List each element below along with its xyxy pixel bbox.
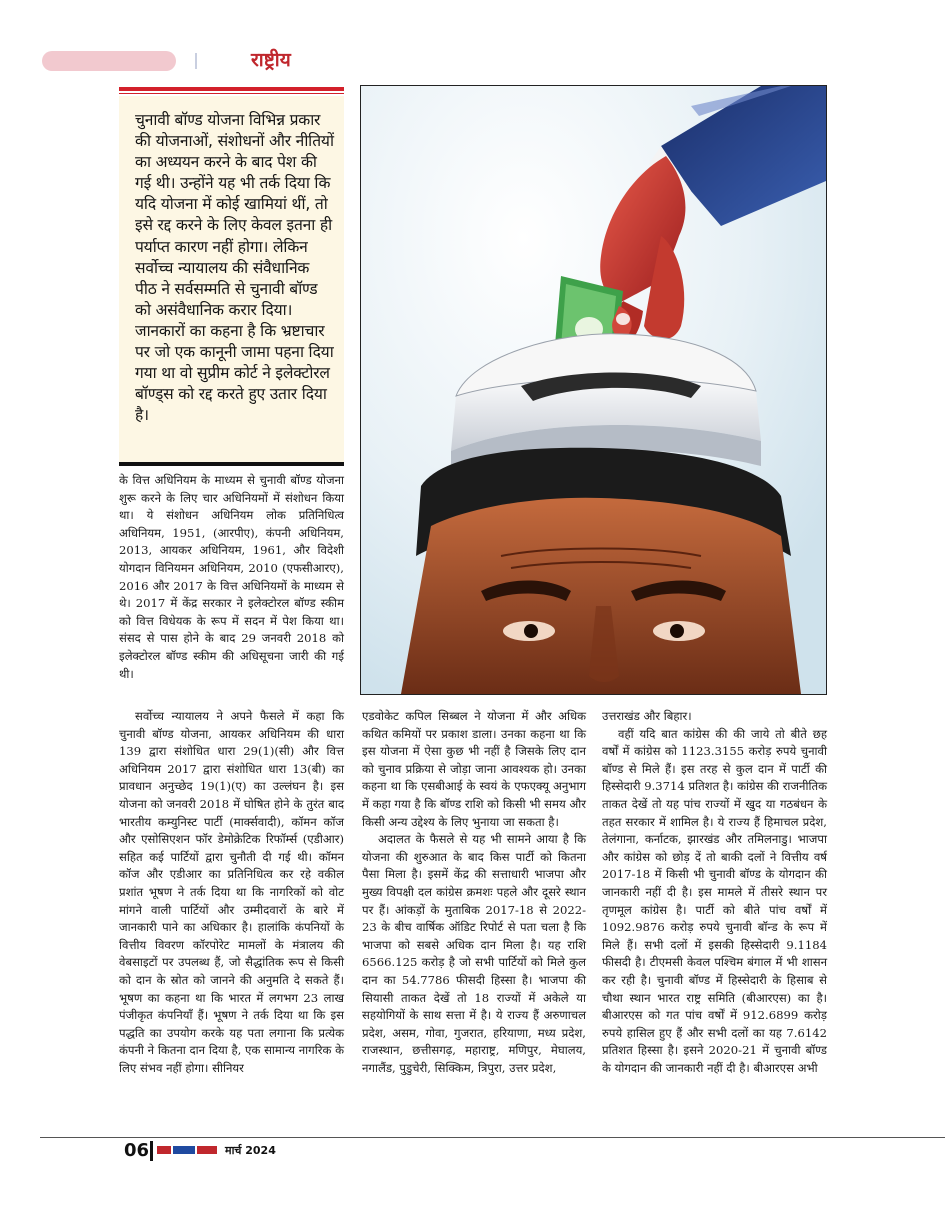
editorial-illustration [360, 85, 827, 695]
header-divider [195, 53, 197, 69]
article-paragraph: सर्वोच्च न्यायालय ने अपने फैसले में कहा कि चुनावी बॉण्ड योजना, आयकर अधिनियम की धारा 139 द्वारा संशोधित धारा 29(1)(सी) और वित्त अधिनियम 2017 द्वारा संशोधित धारा 13(बी) का प्रावधान अनुच्छेद 19(1)(ए) का उल्लंघन है। इस योजना को जनवरी 2018 में घोषित होने के तुरंत बाद भारतीय कम्युनिस्ट पार्टी (मार्क्सवादी), कॉमन कॉज और एसोसिएशन फॉर डेमोक्रेटिक रिफॉर्म्स (एडीआर) सहित कई पार्टियों द्वारा चुनौती दी गई थी। कॉमन कॉज और एडीआर का प्रतिनिधित्व कर रहे वकील प्रशांत भूषण ने तर्क दिया था कि नागरिकों को वोट मांगने वाली पार्टियों और उम्मीदवारों के बारे में जानकारी पाने का अधिकार है। हालांकि कंपनियों के वित्तीय विवरण कॉरपोरेट मामलों के मंत्रालय की वेबसाइटों पर उपलब्ध हैं, जो सैद्धांतिक रूप से किसी को दान के स्रोत को जानने की अनुमति दे सकते हैं। भूषण का कहना था कि भारत में लगभग 23 लाख पंजीकृत कंपनियाँ हैं। भूषण ने तर्क दिया था कि इस पद्धति का उपयोग करके यह पता लगाना कि प्रत्येक कंपनी ने कितना दान दिया है, एक सामान्य नागरिक के लिए संभव नहीं होगा। सीनियर [119, 709, 344, 1075]
issue-date: मार्च 2024 [225, 1144, 276, 1157]
cap-ballot-illustration [361, 86, 826, 694]
header-pill-decoration [42, 51, 176, 71]
pullquote-bottom-rule [119, 462, 344, 466]
article-column-1-bottom [119, 708, 344, 1077]
masthead-logo [157, 1144, 217, 1156]
article-paragraph: वहीं यदि बात कांग्रेस की की जाये तो बीते छह वर्षों में कांग्रेस को 1123.3155 करोड़ रुपये चुनावी बॉण्ड से मिले हैं। इस तरह से कुल दान में पार्टी की हिस्सेदारी 9.3714 प्रतिशत है। कांग्रेस की राजनीतिक ताकत देखें तो यह पांच राज्यों में खुद या गठबंधन के तहत सरकार में शामिल है। ये राज्य हैं हिमाचल प्रदेश, तेलंगाना, कर्नाटक, झारखंड और तमिलनाडु। भाजपा और कांग्रेस को छोड़ दें तो बाकी दलों ने वित्तीय वर्ष 2017-18 में किसी भी चुनावी बॉण्ड के योगदान की जानकारी नहीं दी है। इस मामले में तीसरे स्थान पर तृणमूल कांग्रेस है। पार्टी को बीते पांच वर्षों में 1092.9876 करोड़ रुपये चुनावी बॉन्ड के रूप में मिले हैं। सभी दलों में इसकी हिस्सेदारी 9.1184 फीसदी है। टीएमसी केवल पश्चिम बंगाल में भी शासन कर रही है। चुनावी बॉण्ड में हिस्सेदारी के हिसाब से चौथा स्थान भारत राष्ट्र समिति (बीआरएस) का है। बीआरएस को गत पांच वर्षों में 912.6899 करोड़ रुपये हासिल हुए हैं और सभी दलों का यह 7.6142 प्रतिशत हिस्सा है। इसने 2020-21 में चुनावी बॉण्ड के योगदान की जानकारी नहीं दी है। बीआरएस अभी [602, 726, 827, 1075]
article-column-1-top [119, 472, 344, 683]
article-column-2 [362, 708, 586, 1077]
page-number: 06 [124, 1140, 150, 1161]
pullquote: चुनावी बॉण्ड योजना विभिन्न प्रकार की योजनाओं, संशोधनों और नीतियों का अध्ययन करने के बाद पेश की गई थी। उन्होंने यह भी तर्क दिया कि यदि योजना में कोई खामियां थीं, तो इसे रद्द करने के लिए केवल इतना ही पर्याप्त कारण नहीं होगा। लेकिन सर्वोच्च न्यायालय की संवैधानिक पीठ ने सर्वसम्मति से चुनावी बॉण्ड को असंवैधानिक करार दिया। जानकारों का कहना है कि भ्रष्टाचार पर जो एक कानूनी जामा पहना दिया गया था वो सुप्रीम कोर्ट ने इलेक्टोरल बॉण्ड्स को रद्द करते हुए उतार दिया है। [119, 96, 344, 462]
article-paragraph: अदालत के फैसले से यह भी सामने आया है कि योजना की शुरुआत के बाद किस पार्टी को कितना पैसा मिला है। इसमें केंद्र की सत्ताधारी भाजपा और मुख्य विपक्षी दल कांग्रेस क्रमशः पहले और दूसरे स्थान पर हैं। आंकड़ों के मुताबिक 2017-18 से 2022-23 के बीच वार्षिक ऑडिट रिपोर्ट से पता चला है कि भाजपा को सबसे अधिक दान मिला है। यह राशि 6566.125 करोड़ है जो सभी पार्टियों को मिले कुल दान का 54.7786 फीसदी हिस्सा है। भाजपा की सियासी ताकत देखें तो 18 राज्यों में अकेले या सहयोगियों के साथ सत्ता में है। ये राज्य हैं अरुणाचल प्रदेश, असम, गोवा, गुजरात, हरियाणा, मध्य प्रदेश, राजस्थान, छत्तीसगढ़, महाराष्ट्र, मणिपुर, मेघालय, नगालैंड, पुडुचेरी, सिक्किम, त्रिपुरा, उत्तर प्रदेश, [362, 832, 586, 1075]
footer-rule [40, 1137, 945, 1138]
footer-separator [150, 1141, 153, 1161]
article-paragraph: एडवोकेट कपिल सिब्बल ने योजना में और अधिक कथित कमियों पर प्रकाश डाला। उनका कहना था कि इस योजना में ऐसा कुछ भी नहीं है जिसके लिए दान को चुनाव प्रक्रिया से जोड़ा जाना आवश्यक हो। उनका कहना था कि एसबीआई के स्वयं के एफएक्यू अनुभाग में कहा गया है कि बॉण्ड राशि को किसी भी समय और किसी अन्य उद्देश्य के लिए भुनाया जा सकता है। [362, 709, 586, 829]
pullquote-top-thin-rule [119, 93, 344, 94]
pullquote-top-rule [119, 87, 344, 91]
article-column-3 [602, 708, 827, 1077]
section-title: राष्ट्रीय [251, 49, 291, 71]
article-paragraph: के वित्त अधिनियम के माध्यम से चुनावी बॉण्ड योजना शुरू करने के लिए चार अधिनियमों में संशोधन किया था। ये संशोधन अधिनियम लोक प्रतिनिधित्व अधिनियम, 1951, (आरपीए), कंपनी अधिनियम, 2013, आयकर अधिनियम, 1961, और विदेशी योगदान विनियमन अधिनियम, 2010 (एफसीआरए), 2016 और 2017 के वित्त अधिनियमों के माध्यम से थे। 2017 में केंद्र सरकार ने इलेक्टोरल बॉण्ड स्कीम को वित्त विधेयक के रूप में सदन में पेश किया था। संसद से पास होने के बाद 29 जनवरी 2018 को इलेक्टोरल बॉण्ड स्कीम की अधिसूचना जारी की गई थी। [119, 473, 344, 681]
article-paragraph: उत्तराखंड और बिहार। [602, 709, 692, 723]
